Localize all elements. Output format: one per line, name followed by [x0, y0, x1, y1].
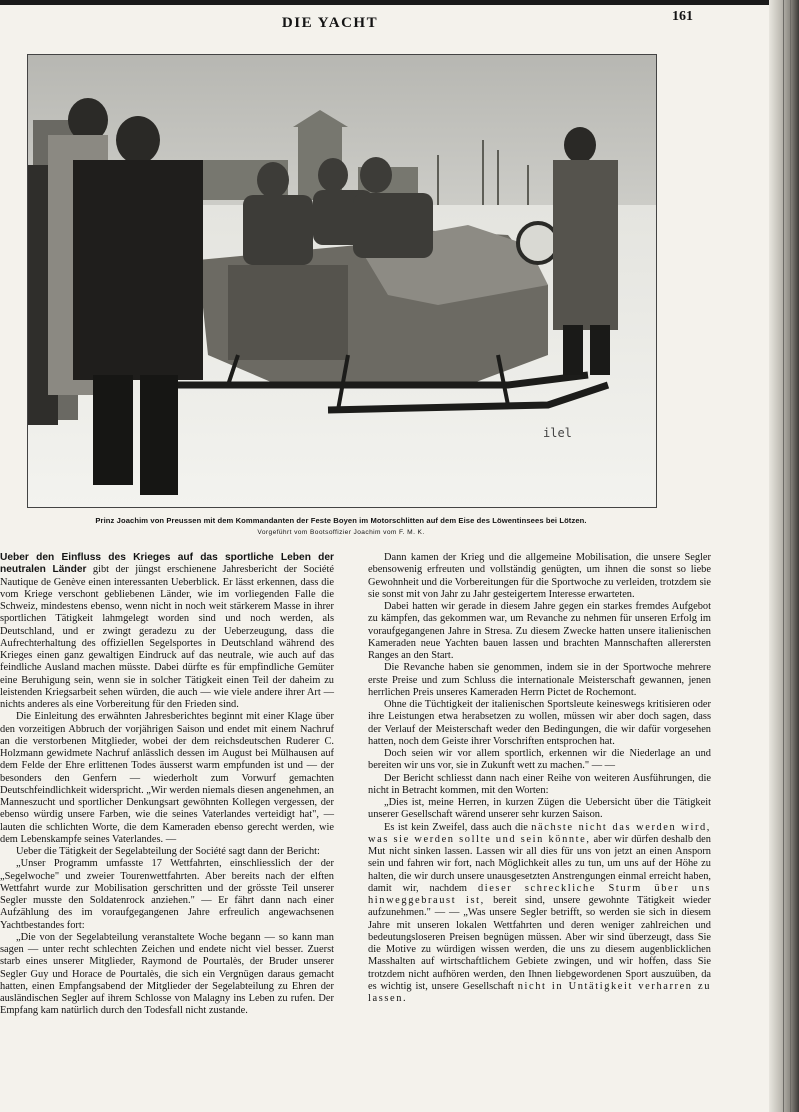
page-number: 161 [672, 9, 693, 24]
photograph [27, 54, 657, 508]
text-run: aber wir dürfen deshalb den Mut nicht sinken lassen. Lassen wir all dies für uns von jetzt an einen Ansporn sein und fahren wir fort, nach Möglichkeit alles zu tun, um uns auf der Höhe zu halten, die wir durch unsere unausgesetzten Anstrengungen einmal erreicht haben, damit wir, nachdem [368, 833, 711, 894]
running-header: DIE YACHT [281, 15, 379, 31]
paragraph: Doch seien wir vor allem sportlich, erkennen wir die Niederlage an und bereiten wir uns vor, sie in Zukunft wett zu machen." — — [368, 748, 711, 772]
spaced-text: nicht in Untätigkeit verharren zu lassen. [368, 980, 711, 1004]
paragraph: Dabei hatten wir gerade in diesem Jahre gegen ein starkes fremdes Aufgebot zu kämpfen, das gekommen war, um Revanche zu nehmen für unseren Erfolg im voraufgegangenen Jahre in Stresa. Zu diesem Zwecke hatten unsere italienischen Kameraden neue Yachten bauen lassen und brachten Mannschaften allerersten Ranges an den Start. [368, 601, 711, 661]
top-rule [0, 0, 799, 5]
paragraph: „Unser Programm umfasste 17 Wettfahrten, einschliesslich der der „Segelwoche" und zweier Tourenwettfahrten. Aber bereits nach der elften Wettfahrt wurde zur Mobilisation gerschritten und der grösste Teil unserer Segler musste den Soldatenrock anziehen." — Er fährt dann nach einer Aufzählung des im voraufgegangenen Jahre erfreulich angewachsenen Yachtbestandes fort: [0, 858, 334, 931]
paragraph [0, 552, 334, 711]
text-run: Es ist kein Zweifel, dass auch die [384, 821, 532, 833]
binding-line [783, 0, 784, 1112]
caption-main: Prinz Joachim von Preussen mit dem Kommandanten der Feste Boyen im Motorschlitten auf dem Eise des Löwentinsees bei Lötzen. [95, 516, 587, 525]
paragraph-text: gibt der jüngst erschienene Jahresbericht der Société Nautique de Genève einen interessanten Ueberblick. Er lässt erkennen, dass die vom Kriege verschont gebliebenen Länder, wie im vorliegenden Falle die Schweiz, mindestens ebenso, wenn nicht in noch weit stärkerem Masse in ihrer sportlichen Tätigkeit lahmgelegt worden sind und noch werden, als Deutschland, und er zwingt geradezu zu der Ueberzeugung, dass die Aufrechterhaltung des offiziellen Segelsportes in Deutschland während des Krieges einen ganz gewaltigen Eindruck auf das neutrale, wie auch auf das feindliche Ausland machen müsste. Dabei dürfte es für empfindliche Gemüter eine Beruhigung sein, wenn sie in solcher Tätigkeit einen Teil der daheim zu leistenden Kriegsarbeit sehen würden, die auch — wie viele andere ihrer Art — nichts anderes als eine Vorbereitung für den Frieden sind. [0, 564, 334, 710]
paragraph: Ohne die Tüchtigkeit der italienischen Sportsleute keineswegs kritisieren oder ihre Leistungen etwa herabsetzen zu wollen, müssen wir aber doch sagen, dass der Verlauf der Meisterschaft weder den Bedingungen, die wir dafür vorgesehen hatten, noch dem Geiste ihrer Vorschriften entsprochen hat. [368, 699, 711, 747]
caption-credit: Vorgeführt vom Bootsoffizier Joachim vom F. M. K. [257, 529, 425, 536]
paragraph: Die Revanche haben sie genommen, indem sie in der Sportwoche mehrere erste Preise und zum Schluss die internationale Meisterschaft gewannen, jenen herrlichen Preis unseres Kameraden Herrn Pictet de Rochemont. [368, 662, 711, 698]
paragraph: „Die von der Segelabteilung veranstaltete Woche begann — so kann man sagen — unter recht schlechten Zeichen und endete nicht viel besser. Zuerst starb eines unserer Mitglieder, Raymond de Pourtalès, der Bruder unserer Segler Guy und Horace de Pourtalès, die sich ein Vergnügen daraus gemacht hatten, einen Empfangsabend der Mitglieder der Segelabteilung zu Ehren der ausländischen Segler auf ihrem Schlosse von Malagny ins Leben zu rufen. Der Empfang kam natürlich durch den Todesfall nicht zustande. [0, 931, 334, 1017]
paragraph: Dann kamen der Krieg und die allgemeine Mobilisation, die unsere Segler ebensowenig erfreuten und vollständig genügten, um ihnen die sonst so liebe Gewohnheit und die Vorbereitungen für die Sportwoche zu verleiden, trotzdem sie sie sonst mit von Jahr zu Jahr gesteigertem Interesse erwarteten. [368, 552, 711, 600]
spaced-text: nächste nicht das werden wird, was sie werden sollte und sein könnte, [368, 821, 711, 845]
photo-stamp: ilel [543, 426, 572, 440]
binding-line [790, 0, 791, 1112]
paragraph [368, 822, 711, 1006]
paragraph: Die Einleitung des erwähnten Jahresberichtes beginnt mit einer Klage über den vorzeitigen Abbruch der vorjährigen Saison und endet mit einem Nachruf an die verstorbenen Mitglieder, wobei der dem reichsdeutschen Ruderer C. Holzmann gewidmete Nachruf anlässlich dessen im August bei Mülhausen auf dem Felde der Ehre erlittenen Todes äusserst warm empfunden ist und — der besonders den Genfern — wiederholt zum Vorwurf gemachten Deutschfeindlichkeit widerspricht. „Wir werden niemals diesen angenehmen, an Manneszucht und sportlicher Denkungsart gewöhnten Kollegen vergessen, der ebenso würdig unsere Farben, wie die seines Vaterlandes verteidigt hat", — lauten die schlichten Worte, die dem Kameraden ebenso gerecht werden, wie dem Lebenskampfe seines Vaterlandes. — [0, 711, 334, 845]
paragraph: Der Bericht schliesst dann nach einer Reihe von weiteren Ausführungen, die nicht in Betracht kommen, mit den Worten: [368, 772, 711, 796]
spaced-text: dieser schreckliche Sturm über uns hinweggebraust ist, [368, 882, 712, 906]
paragraph: Ueber die Tätigkeit der Segelabteilung der Société sagt dann der Bericht: [16, 846, 320, 857]
photo-caption [27, 515, 655, 539]
text-run: bereit sind, unsere gewohnte Tätigkeit wieder aufzunehmen." — — „Was unsere Segler betrifft, so werden sie sich in diesem Jahre mit unseren lokalen Wettfahrten und deren weniger zahlreichen und bedeutungsloseren Preisen begnügen müssen. Aber wir sind überzeugt, dass Sie die Motive zu würdigen wissen werden, die uns zu diesem augenblicklichen Masshalten auf wirtschaftlichem Gebiete zwingen, und wir hoffen, dass Sie trotzdem nicht aufhören werden, den Ihnen liebgewordenen Sport auszuüben, da es wichtig ist, unsere Gesellschaft [368, 895, 712, 992]
right-column [368, 552, 711, 1005]
motor-sledge-photo [28, 55, 656, 507]
article-heading: Ueber den Einfluss des Krieges auf das sportliche Leben der neutralen Länder [0, 552, 334, 576]
book-binding-edge [769, 0, 799, 1112]
paragraph: „Dies ist, meine Herren, in kurzen Zügen die Uebersicht über die Tätigkeit unserer Gesellschaft wärend unserer sehr kurzen Saison. [368, 797, 711, 821]
left-column [0, 552, 334, 1018]
